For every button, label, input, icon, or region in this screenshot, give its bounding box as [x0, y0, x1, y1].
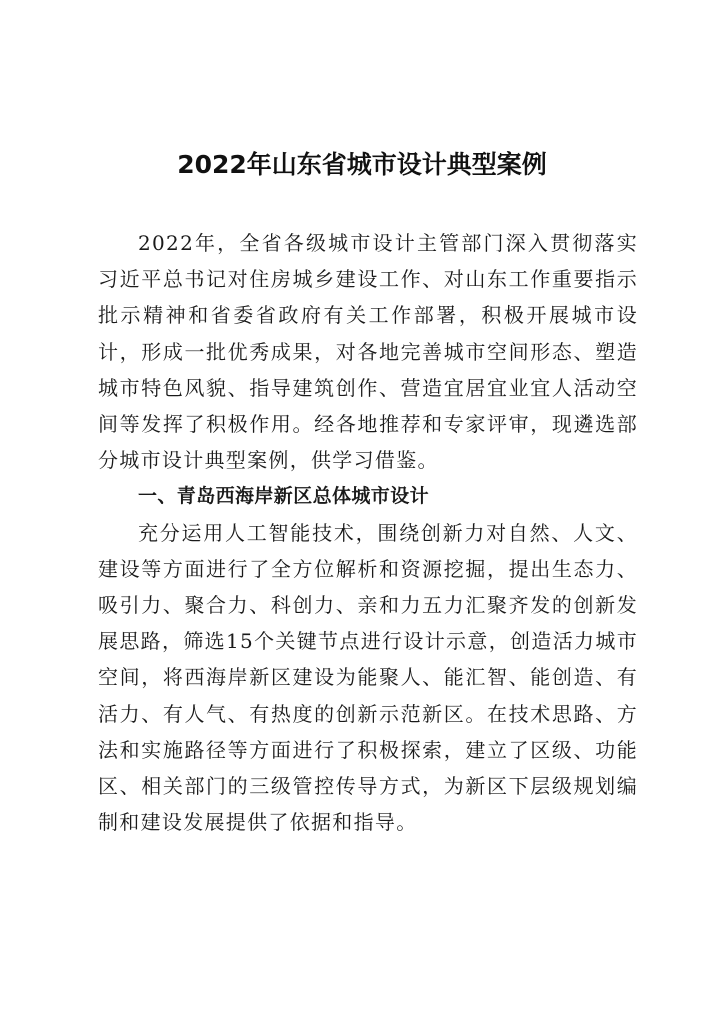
intro-paragraph: 2022年，全省各级城市设计主管部门深入贯彻落实习近平总书记对住房城乡建设工作、对山东工作重要指示批示精神和省委省政府有关工作部署，积极开展城市设计，形成一批优秀成果，对各地完善城市空间形态、塑造城市特色风貌、指导建筑创作、营造宜居宜业宜人活动空间等发挥了积极作用。经各地推荐和专家评审，现遴选部分城市设计典型案例，供学习借鉴。 — [98, 231, 638, 473]
section-paragraph: 充分运用人工智能技术，围绕创新力对自然、人文、建设等方面进行了全方位解析和资源挖掘，提出生态力、吸引力、聚合力、科创力、亲和力五力汇聚齐发的创新发展思路，筛选15个关键节点进行设计示意，创造活力城市空间，将西海岸新区建设为能聚人、能汇智、能创造、有活力、有人气、有热度的创新示范新区。在技术思路、方法和实施路径等方面进行了积极探索，建立了区级、功能区、相关部门的三级管控传导方式，为新区下层级规划编制和建设发展提供了依据和指导。 — [98, 520, 638, 835]
document-title: 2022年山东省城市设计典型案例 — [177, 150, 547, 179]
section-heading: 一、青岛西海岸新区总体城市设计 — [138, 485, 430, 508]
document-body — [98, 225, 638, 840]
